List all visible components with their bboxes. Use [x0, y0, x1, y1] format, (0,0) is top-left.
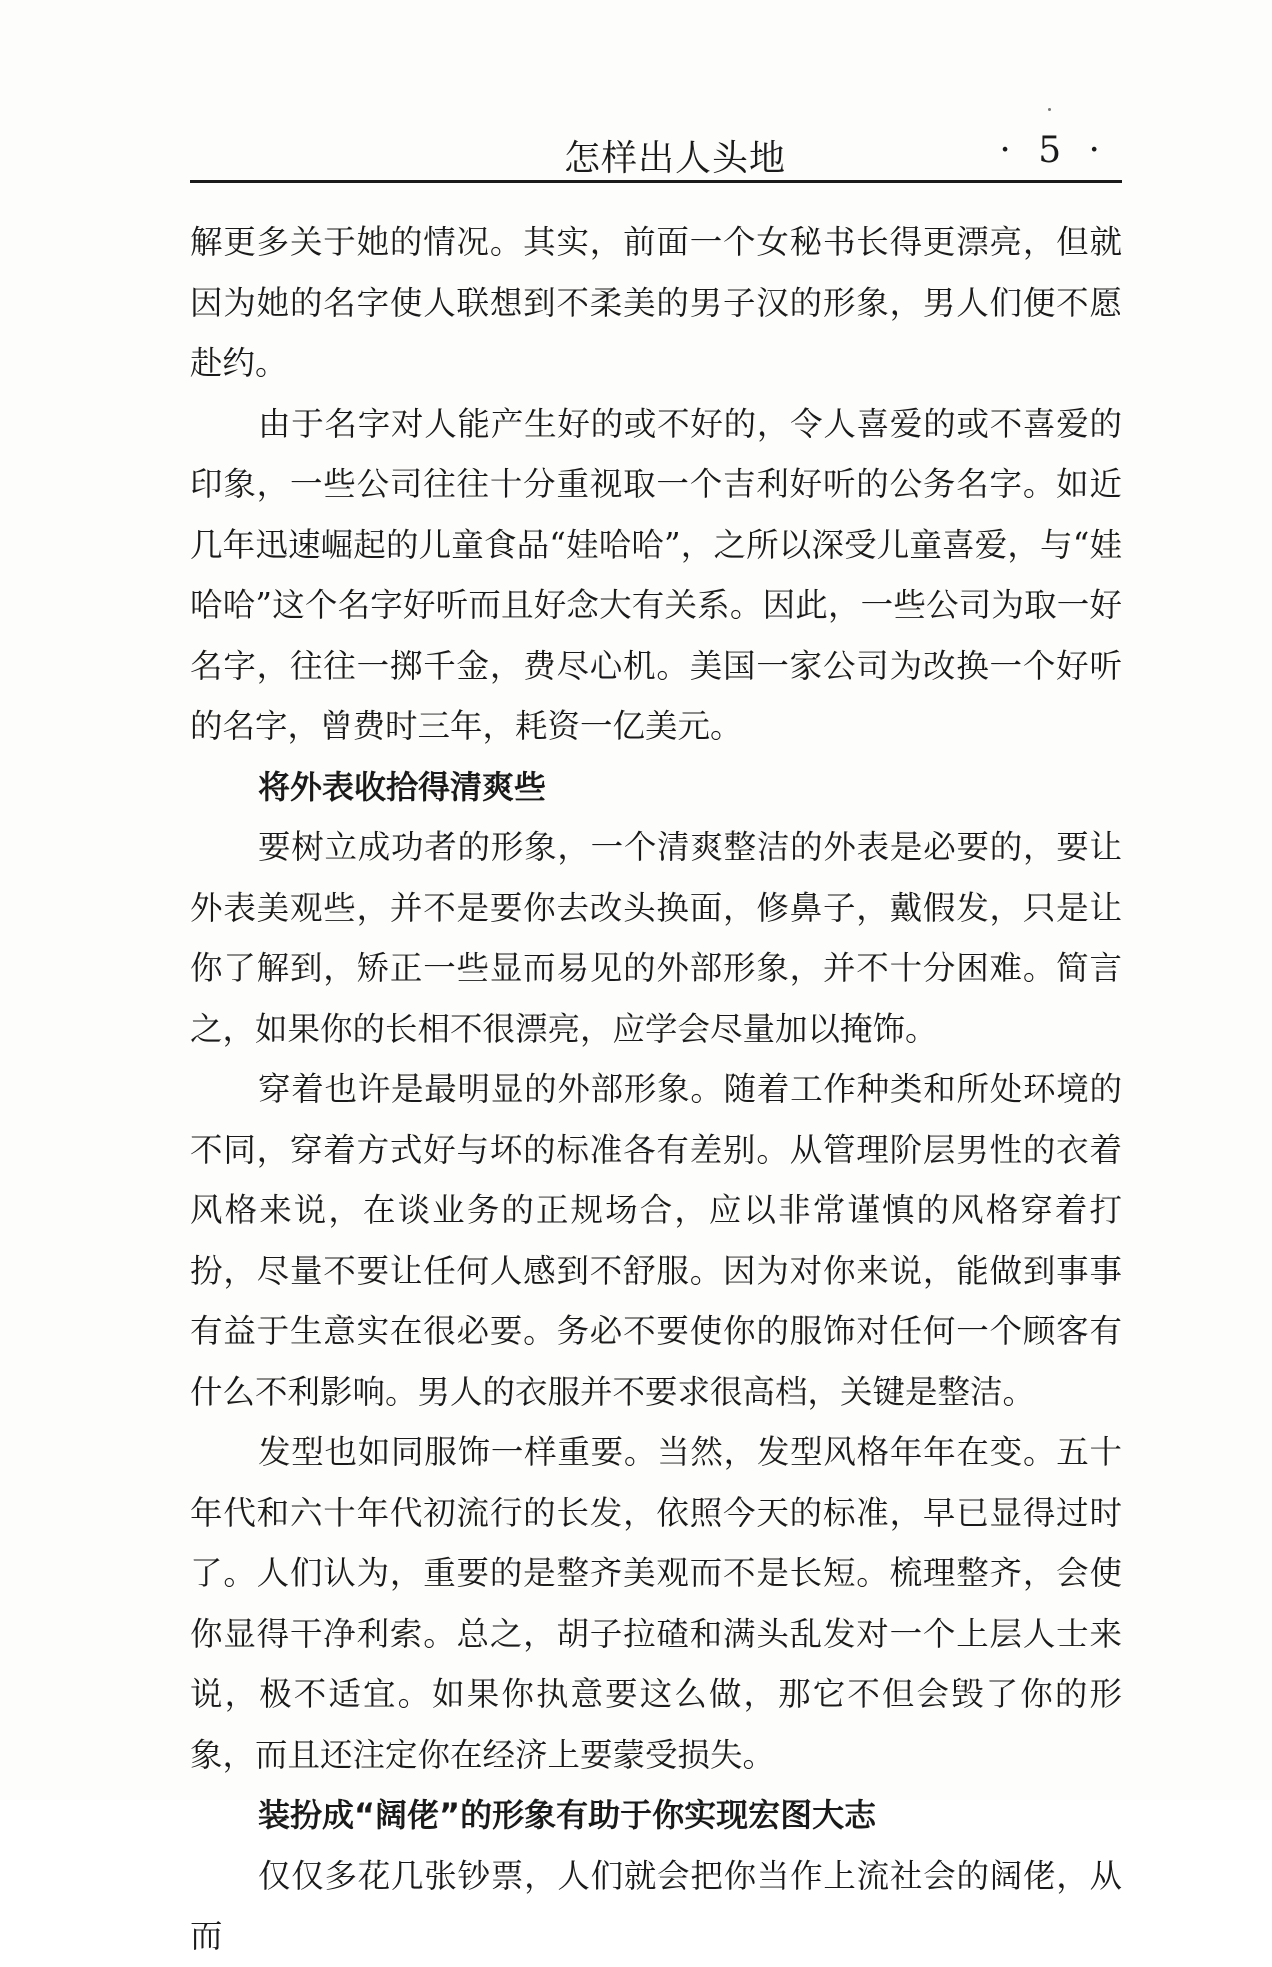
section-heading: 将外表收拾得清爽些: [258, 767, 547, 806]
page-body: [190, 212, 1122, 1967]
section-heading: 装扮成“阔佬”的形象有助于你实现宏图大志: [258, 1796, 877, 1834]
paragraph: 发型也如同服饰一样重要。当然，发型风格年年在变。五十年代和六十年代初流行的长发，依照今天的标准，早已显得过时了。人们认为，重要的是整齐美观而不是长短。梳理整齐，会使你显得干净利索。总之，胡子拉碴和满头乱发对一个上层人士来说，极不适宜。如果你执意要这么做，那它不但会毁了你的形象，而且还注定你在经济上要蒙受损失。: [190, 1433, 1122, 1774]
paragraph-continued: 解更多关于她的情况。其实，前面一个女秘书长得更漂亮，但就因为她的名字使人联想到不柔美的男子汉的形象，男人们便不愿赴约。: [190, 223, 1122, 382]
header-rule: [190, 180, 1122, 183]
page-number: · 5 ·: [999, 130, 1108, 171]
running-header-title: 怎样出人头地: [564, 138, 787, 179]
paragraph: 要树立成功者的形象，一个清爽整洁的外表是必要的，要让外表美观些，并不是要你去改头换面，修鼻子，戴假发，只是让你了解到，矫正一些显而易见的外部形象，并不十分困难。简言之，如果你的长相不很漂亮，应学会尽量加以掩饰。: [190, 828, 1122, 1048]
scan-speck: [1048, 108, 1051, 111]
running-header: [190, 120, 1120, 180]
paragraph: 穿着也许是最明显的外部形象。随着工作种类和所处环境的不同，穿着方式好与坏的标准各有差别。从管理阶层男性的衣着风格来说，在谈业务的正规场合，应以非常谨慎的风格穿着打扮，尽量不要让任何人感到不舒服。因为对你来说，能做到事事有益于生意实在很必要。务必不要使你的服饰对任何一个顾客有什么不利影响。男人的衣服并不要求很高档，关键是整洁。: [190, 1070, 1122, 1411]
paragraph: 由于名字对人能产生好的或不好的，令人喜爱的或不喜爱的印象，一些公司往往十分重视取一个吉利好听的公务名字。如近几年迅速崛起的儿童食品“娃哈哈”，之所以深受儿童喜爱，与“娃哈哈”这个名字好听而且好念大有关系。因此，一些公司为取一好名字，往往一掷千金，费尽心机。美国一家公司为改换一个好听的名字，曾费时三年，耗资一亿美元。: [190, 404, 1122, 745]
paragraph: 仅仅多花几张钞票，人们就会把你当作上流社会的阔佬，从而: [190, 1856, 1122, 1955]
